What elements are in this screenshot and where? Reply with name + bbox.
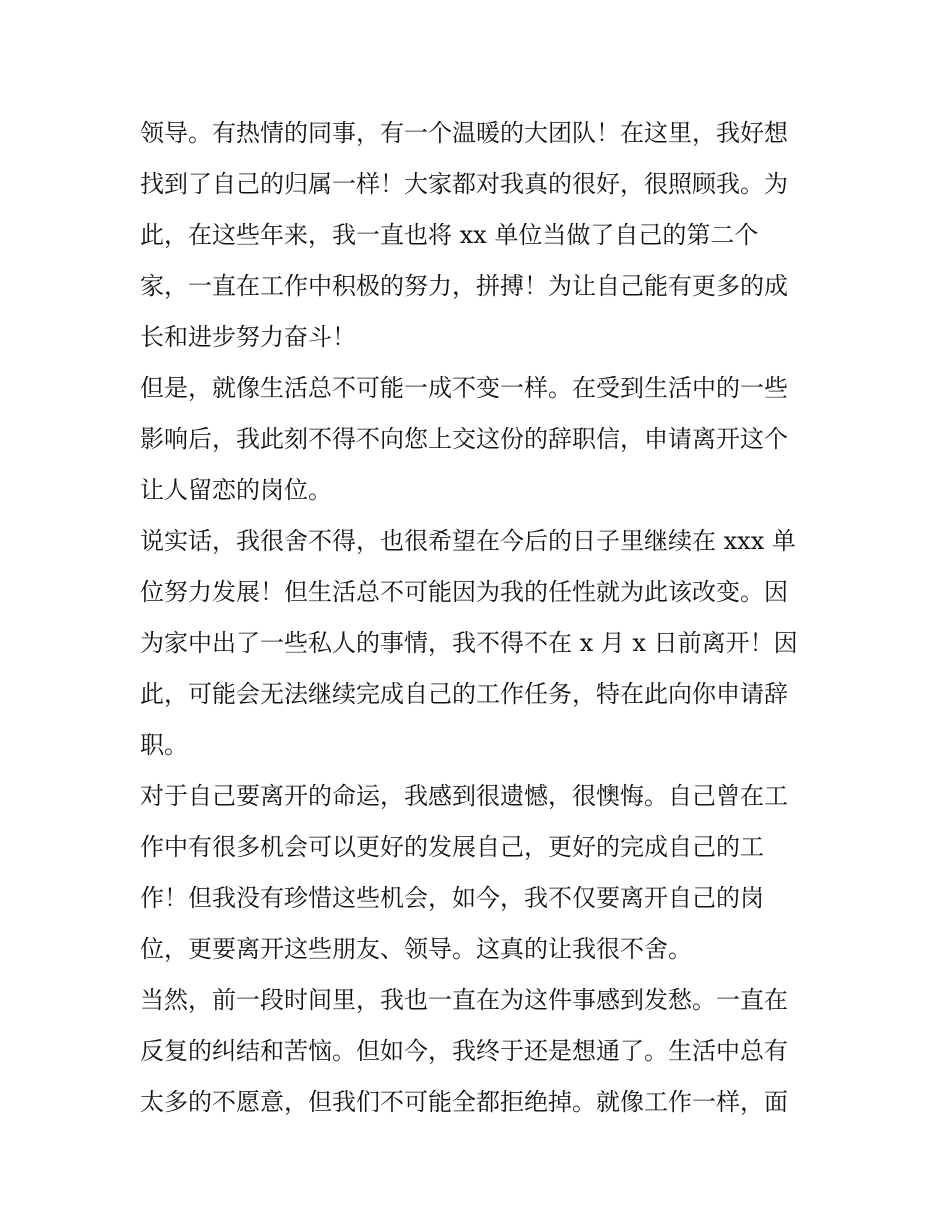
- text-line: 让人留恋的岗位。: [140, 476, 332, 504]
- text-line: 职。: [140, 731, 188, 759]
- text-line: 找到了自己的归属一样！大家都对我真的很好，很照顾我。为: [140, 170, 788, 198]
- text-line: 太多的不愿意，但我们不可能全都拒绝掉。就像工作一样，面: [140, 1088, 788, 1116]
- text-line: 说实话，我很舍不得，也很希望在今后的日子里继续在 xxx 单: [140, 527, 796, 555]
- text-line: 长和进步努力奋斗！: [140, 323, 356, 351]
- text-line: 反复的纠结和苦恼。但如今，我终于还是想通了。生活中总有: [140, 1037, 788, 1065]
- text-line: 领导。有热情的同事，有一个温暖的大团队！在这里，我好想: [140, 119, 788, 147]
- text-line: 此，在这些年来，我一直也将 xx 单位当做了自己的第二个: [140, 221, 759, 249]
- text-line: 此，可能会无法继续完成自己的工作任务，特在此向你申请辞: [140, 680, 788, 708]
- text-line: 对于自己要离开的命运，我感到很遗憾，很懊悔。自己曾在工: [140, 782, 788, 810]
- text-line: 当然，前一段时间里，我也一直在为这件事感到发愁。一直在: [140, 986, 788, 1014]
- text-line: 作中有很多机会可以更好的发展自己，更好的完成自己的工: [140, 833, 764, 861]
- text-line: 家，一直在工作中积极的努力，拼搏！为让自己能有更多的成: [140, 272, 788, 300]
- text-line: 但是，就像生活总不可能一成不变一样。在受到生活中的一些: [140, 374, 788, 402]
- text-line: 位努力发展！但生活总不可能因为我的任性就为此该改变。因: [140, 578, 788, 606]
- text-line: 影响后，我此刻不得不向您上交这份的辞职信，申请离开这个: [140, 425, 788, 453]
- text-line: 位，更要离开这些朋友、领导。这真的让我很不舍。: [140, 935, 692, 963]
- text-line: 作！但我没有珍惜这些机会，如今，我不仅要离开自己的岗: [140, 884, 764, 912]
- letter-body: [140, 108, 820, 1128]
- text-line: 为家中出了一些私人的事情，我不得不在 x 月 x 日前离开！因: [140, 629, 798, 657]
